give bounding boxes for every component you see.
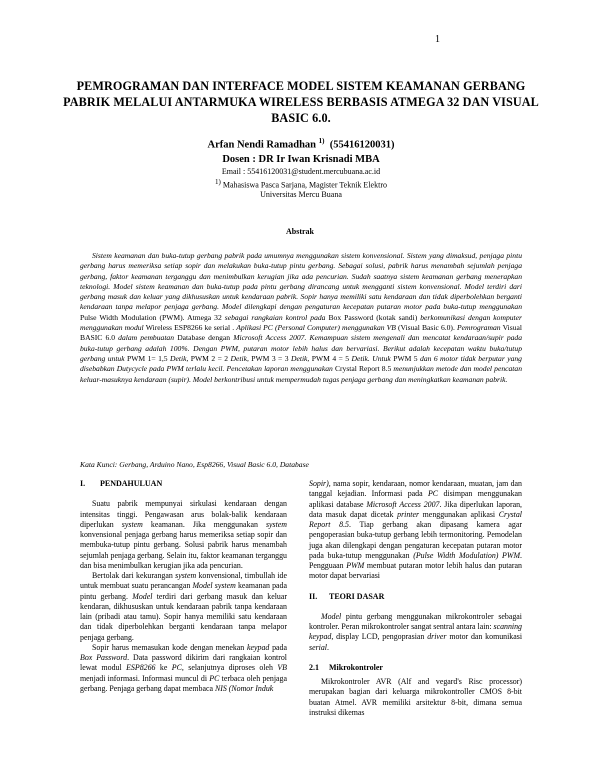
abstract-body: Sistem keamanan dan buka-tutup gerbang pabrik pada umumnya menggunakan sistem konvensional. Sistem yang dimaksud, penjaga pintu gerbang harus memeriksa setiap sopir dan melakukan buka-tutup pintu gerbang. Sebagai solusi, pabrik harus menambah sejumlah penjaga gerbang, faktor keamanan terganggu dan menimbulkan kerugian jika ada pencurian. Sudah saatnya sistem keamanan gerbang menerapkan teknologi. Model sistem keamanan dan buka-tutup pada pintu gerbang dirancang untuk mengganti sistem konvensional. Model terdiri dari gerbang masuk dan keluar yang dikhususkan untuk kendaraan pabrik. Sopir hanya memiliki satu kendaraan dan tidak diperbolehkan berganti kendaraan tanpa melapor penjaga gerbang. Model dilengkapi dengan pengaturan kecepatan putaran motor pada buka-tutup menggunakan Pulse Width Modulation (PWM). Atmega 32 sebagai rangkaian kontrol pada Box Password (kotak sandi) berkomunikasi dengan komputer menggunakan modul Wireless ESP8266 ke serial . Aplikasi PC (Personal Computer) menggunakan VB (Visual Basic 6.0). Pemrograman Visual BASIC 6.0 dalam pembuatan Database dengan Microsoft Access 2007. Kemampuan sistem mengenali dan mencatat kendaraan/supir pada buka-tutup gerbang adalah 100%. Dengan PWM, putaran motor lebih halus dan bervariasi. Berikut adalah kecepatan waktu buka/tutup gerbang untuk PWM 1= 1,5 Detik, PWM 2 = 2 Detik, PWM 3 = 3 Detik, PWM 4 = 5 Detik. Untuk PWM 5 dan 6 motor tidak berputar yang disebabkan Dutycycle pada PWM terlalu kecil. Pencetakan laporan menggunakan Crystal Report 8.5 menunjukkan metode dan model pencatan keluar-masuknya kendaraan (supir). Model berkontribusi untuk mempermudah tugas penjaga gerbang dan meningkatkan keamanan pabrik. xyxy=(80,251,523,384)
subsection-heading-mikrokontroler: 2.1 Mikrokontroler xyxy=(309,662,383,672)
affil-sup: 1) xyxy=(215,177,221,186)
paragraph: Mikrokontroler AVR (Alf and vegard's Risc processor) merupakan bagian dari keluarga mikrokontroller CMOS 8-bit buatan Atmel. AVR memiliki arsitektur 8-bit, dimana semua instruksi dikemas xyxy=(309,677,522,717)
left-column xyxy=(80,479,287,694)
university: Universitas Mercu Buana xyxy=(260,190,342,200)
section-heading-pendahuluan: I. PENDAHULUAN xyxy=(80,479,163,488)
supervisor: Dosen : DR Ir Iwan Krisnadi MBA xyxy=(222,153,380,165)
keywords: Kata Kunci: Gerbang, Arduino Nano, Esp8266, Visual Basic 6.0, Database xyxy=(80,460,309,469)
paper-title: PEMROGRAMAN DAN INTERFACE MODEL SISTEM KEAMANAN GERBANG PABRIK MELALUI ANTARMUKA WIRELESS BERBASIS ATMEGA 32 DAN VISUAL BASIC 6.0. xyxy=(63,79,539,125)
page-number: 1 xyxy=(435,34,440,45)
author-name: Arfan Nendi Ramadhan xyxy=(207,139,317,151)
affiliation-text: Mahasiswa Pasca Sarjana, Magister Teknik Elektro xyxy=(222,180,387,190)
paragraph: Model pintu gerbang menggunakan mikrokontroler sebagai kontroler. Peran mikrokontroler sangat sentral antara lain: scanning keypad, display LCD, pengoprasian driver motor dan komunikasi serial. xyxy=(309,611,523,652)
paragraph: Sopir harus memasukan kode dengan menekan keypad pada Box Password. Data password dikirim dari rangkaian kontrol lewat modul ESP8266 ke PC, selanjutnya diproses oleh VB menjadi informasi. Informasi muncul di PC terbaca oleh penjaga gerbang. Penjaga gerbang dapat membaca NIS (Nomor Induk xyxy=(80,642,287,693)
section-heading-teori-dasar: II. TEORI DASAR xyxy=(309,591,385,601)
author-block xyxy=(60,134,542,200)
paragraph: Sopir), nama sopir, kendaraan, nomor kendaraan, muatan, jam dan tanggal kejadian. Informasi pada PC disimpan menggunakan aplikasi database Microsoft Access 2007. Jika diperlukan laporan, data masuk dapat dicetak printer menggunakan aplikasi Crystal Report 8.5. Tiap gerbang akan dipasang kamera agar pengoperasian buka-tutup gerbang lebih termonitoring. Pemodelan juga akan dilengkapi dengan pengaturan kecepatan putaran motor pada buka-tutup menggunakan (Pulse Width Modulation) PWM. Pengguaan PWM membuat putaran motor lebih halus dan putaran motor dapat bervariasi xyxy=(309,479,523,581)
author-line xyxy=(60,134,542,153)
paragraph: Bertolak dari kekurangan system konvensional, timbullah ide untuk membuat suatu perancangan Model system keamanan pada pintu gerbang. Model terdiri dari gerbang masuk dan keluar kendaran, dikhususkan untuk kendaraan pabrik tanpa kendaraan lain (pribadi atau tamu). Sopir hanya memiliki satu kendaraan dan tidak diperbolehkan berganti kendaraan tanpa melapor penjaga gerbang. xyxy=(80,571,288,642)
author-email: Email : 55416120031@student.mercubuana.ac.id xyxy=(221,166,381,176)
abstract-heading: Abstrak xyxy=(285,227,314,236)
author-sup: 1) xyxy=(318,137,325,145)
affiliation xyxy=(60,177,542,191)
paragraph: Suatu pabrik mempunyai sirkulasi kendaraan dengan intensitas tinggi. Pengawasan arus bolak-balik kendaraan diperlukan system keamanan. Jika menggunakan system konvensional penjaga gerbang harus memeriksa setiap sopir dan membuka-tutup pintu gerbang. Solusi pabrik harus menambah sejumlah penjaga gerbang. Selain itu, faktor keamanan terganggu dan bisa menimbulkan kerugian jika ada pencurian. xyxy=(80,499,287,570)
right-column xyxy=(309,479,522,718)
author-id: (55416120031) xyxy=(329,139,395,151)
